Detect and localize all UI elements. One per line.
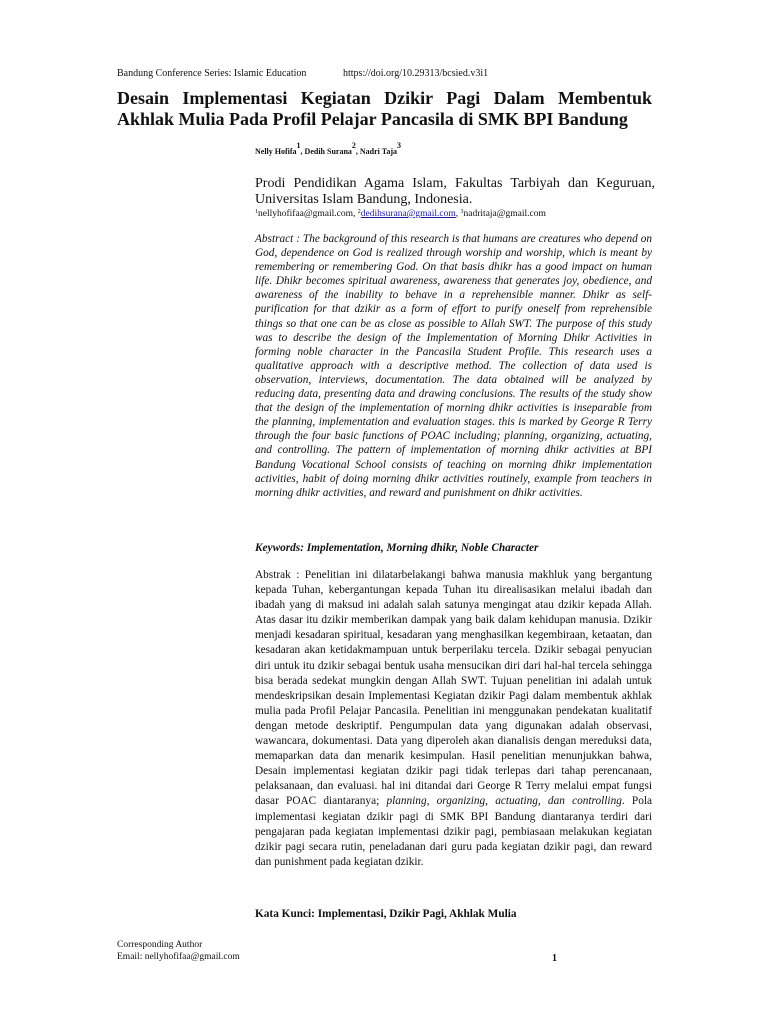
author-name: Nelly Hofifa [255,147,297,156]
abstract-indonesian-italic: planning, organizing, actuating, dan controlling [386,795,622,808]
author-emails [255,208,655,220]
email-address[interactable]: nadritaja@gmail.com [463,209,546,219]
author-affiliation-mark: 1 [296,141,301,150]
abstract-english: Abstract : The background of this research is that humans are creatures who depend on God, dependence on God is realized through worship and worship, which is meant by remembering or remembering God. On that basis dhikr has a good impact on human life. Dhikr becomes spiritual awareness, awareness that generates joy, obedience, and awareness of the inability to behave in a reprehensible manner. Dhikr as self-purification for that dzikir as a form of effort to purify oneself from reprehensible things so that one can be as close as possible to Allah SWT. The purpose of this study was to describe the design of the Implementation of Morning Dhikr Activities in forming noble character in the Pancasila Student Profile. This research uses a qualitative approach with a descriptive method. The collection of data used is observation, interviews, documentation. The data obtained will be analyzed by reducing data, presenting data and drawing conclusions. The results of the study show that the design of the implementation of morning dhikr activities is inseparable from the planning, implementation and evaluation stages. this is marked by George R Terry through the four basic functions of POAC including; planning, organizing, actuating, and controlling. The pattern of implementation of morning dhikr activities at BPI Bandung Vocational School consists of teaching on morning dhikr implementation activities, habit of doing morning dhikr activities routinely, example from teachers in morning dhikr activities, and reward and punishment on dhikr activities. [255,233,652,499]
author-name: Dedih Surana [304,147,352,156]
corresponding-author-footer [117,939,567,963]
email-link[interactable]: dedihsurana@gmail.com [360,209,456,219]
email-address[interactable]: nellyhofifaa@gmail.com [258,209,354,219]
page-number: 1 [552,953,557,964]
abstract-indonesian-text: Abstrak : Penelitian ini dilatarbelakangi bahwa manusia makhluk yang bergantung kepada Tuhan, kebergantungan kepada Tuhan itu direalisasikan melalui ibadah dan ibadah yang di maksud ini adalah salah satunya mengingat atau dzikir kepada Allah. Atas dasar itu dzikir memberikan dampak yang baik dalam kehidupan manusia. Dzikir menjadi kesadaran spiritual, kesadaran yang menghasilkan kegembiraan, ketaatan, dan kesadaran akan ketidakmampuan untuk berperilaku tercela. Dzikir sebagai penyucian diri untuk itu dzikir sebagai bentuk usaha mensucikan diri dari hal-hal tercela sehingga bisa berada sedekat mungkin dengan Allah SWT. Tujuan penelitian ini adalah untuk mendeskripsikan desain Implementasi Kegiatan dzikir Pagi dalam membentuk akhlak mulia pada Profil Pelajar Pancasila. Penelitian ini menggunakan pendekatan kualitatif dengan metode deskriptif. Pengumpulan data yang digunakan adalah observasi, wawancara, dokumentasi. Data yang diperoleh akan dianalisis dengan mereduksi data, memaparkan data dan menarik kesimpulan. Hasil penelitian menunjukkan bahwa, Desain implementasi kegiatan dzikir pagi tidak terlepas dari tahap perencanaan, pelaksanaan, dan evaluasi. hal ini ditandai dari George R Terry melalui empat fungsi dasar POAC diantaranya; [255,569,652,808]
email-mark: 3 [460,209,464,215]
abstract-indonesian [255,568,652,870]
corresponding-author-label: Corresponding Author [117,940,203,950]
paper-title: Desain Implementasi Kegiatan Dzikir Pagi Dalam Membentuk Akhlak Mulia Pada Profil Pelajar Pancasila di SMK BPI Bandung [117,88,652,129]
author-list [255,141,655,158]
email-mark: 1 [255,209,258,215]
email-separator: , [455,209,461,219]
author-separator: , [300,147,305,156]
conference-series: Bandung Conference Series: Islamic Education [117,68,307,79]
author-affiliation-mark: 3 [397,141,402,150]
keywords-indonesian: Kata Kunci: Implementasi, Dzikir Pagi, Akhlak Mulia [255,908,517,920]
corresponding-author-email: Email: nellyhofifaa@gmail.com [117,952,240,962]
author-affiliation-mark: 2 [351,141,356,150]
author-name: Nadri Taja [359,147,398,156]
email-mark: 2 [357,209,361,215]
abstract-indonesian-text-end: . Pola implementasi kegiatan dzikir pagi di SMK BPI Bandung diantaranya terdiri dari pengajaran pada kegiatan implementasi dzikir pagi, pembiasaan melakukan kegiatan dzikir pagi secara rutin, peneladanan dari guru pada kegiatan dzikir pagi, dan reward dan punishment pada kegiatan dzikir. [255,795,652,868]
doi-link[interactable]: https://doi.org/10.29313/bcsied.v3i1 [343,68,489,79]
email-separator: , [353,209,358,219]
keywords-english: Keywords: Implementation, Morning dhikr, Noble Character [255,542,539,554]
affiliation: Prodi Pendidikan Agama Islam, Fakultas Tarbiyah dan Keguruan, Universitas Islam Bandung, Indonesia. [255,176,655,207]
author-separator: , [355,147,360,156]
